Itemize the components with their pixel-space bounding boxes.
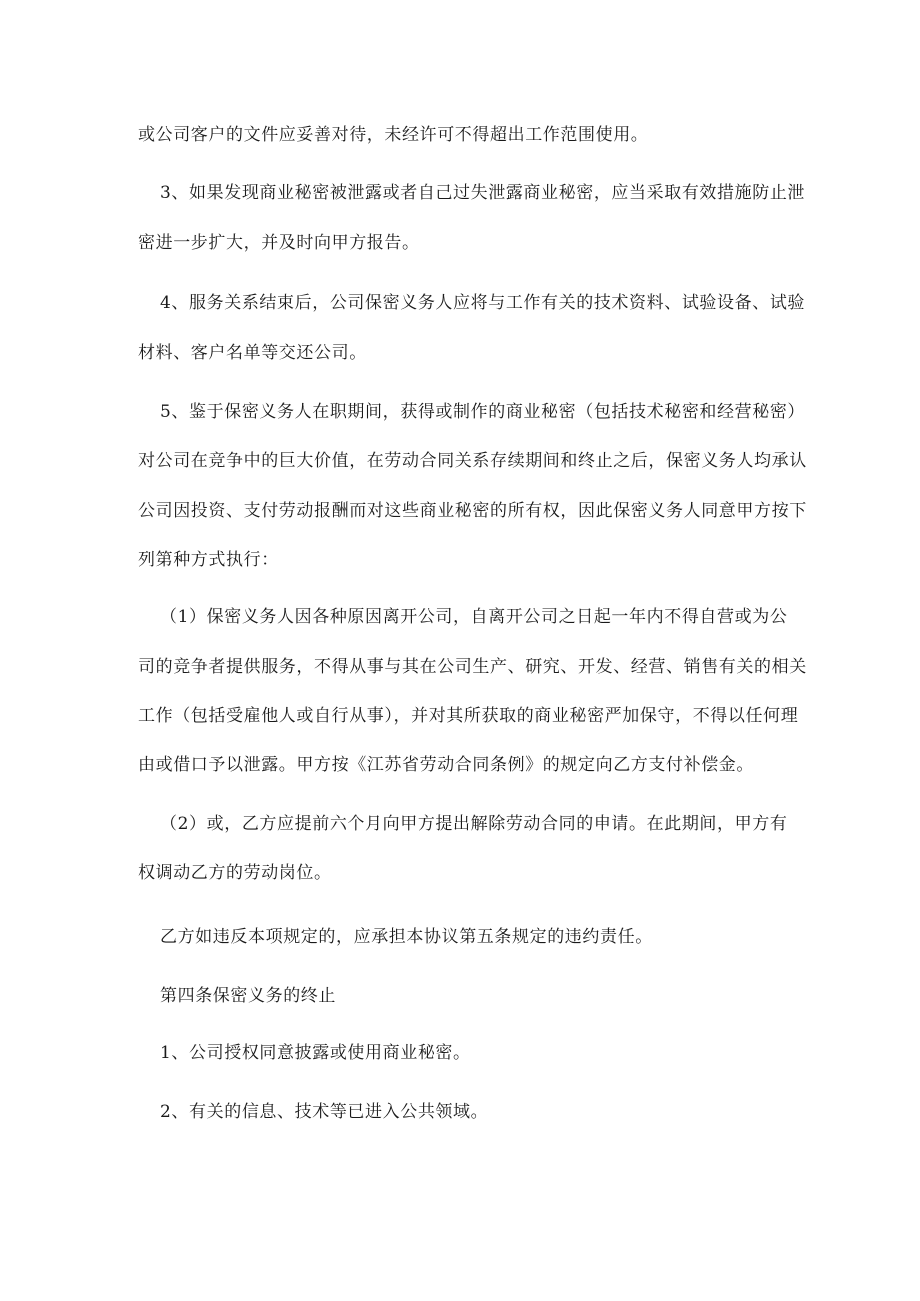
- paragraph-3-line-1: 4、服务关系结束后，公司保密义务人应将与工作有关的技术资料、试验设备、试验: [160, 293, 806, 313]
- paragraph-1-line-1: 或公司客户的文件应妥善对待，未经许可不得超出工作范围使用。: [138, 125, 649, 145]
- paragraph-6-line-2: 权调动乙方的劳动岗位。: [138, 863, 332, 883]
- paragraph-2-line-2: 密进一步扩大，并及时向甲方报告。: [138, 233, 420, 253]
- paragraph-6-line-1: （2）或，乙方应提前六个月向甲方提出解除劳动合同的申请。在此期间，甲方有: [160, 814, 788, 834]
- paragraph-2-line-1: 3、如果发现商业秘密被泄露或者自己过失泄露商业秘密，应当采取有效措施防止泄: [160, 183, 806, 203]
- paragraph-5-line-3: 工作（包括受雇他人或自行从事），并对其所获取的商业秘密严加保守，不得以任何理: [138, 706, 799, 726]
- paragraph-4-line-1: 5、鉴于保密义务人在职期间，获得或制作的商业秘密（包括技术秘密和经营秘密）: [160, 402, 806, 422]
- section-heading: 第四条保密义务的终止: [160, 986, 336, 1006]
- termination-item-2: 2、有关的信息、技术等已进入公共领域。: [160, 1102, 489, 1122]
- termination-item-1: 1、公司授权同意披露或使用商业秘密。: [160, 1043, 471, 1063]
- paragraph-4-line-3: 公司因投资、支付劳动报酬而对这些商业秘密的所有权，因此保密义务人同意甲方按下: [138, 501, 807, 521]
- paragraph-4-line-2: 对公司在竞争中的巨大价值，在劳动合同关系存续期间和终止之后，保密义务人均承认: [138, 451, 807, 471]
- paragraph-5-line-2: 司的竞争者提供服务，不得从事与其在公司生产、研究、开发、经营、销售有关的相关: [138, 657, 807, 677]
- paragraph-5-line-4: 由或借口予以泄露。甲方按《江苏省劳动合同条例》的规定向乙方支付补偿金。: [138, 755, 754, 775]
- paragraph-7-line-1: 乙方如违反本项规定的，应承担本协议第五条规定的违约责任。: [160, 927, 653, 947]
- paragraph-5-line-1: （1）保密义务人因各种原因离开公司，自离开公司之日起一年内不得自营或为公: [160, 607, 788, 627]
- paragraph-4-line-4: 列第种方式执行：: [138, 550, 279, 570]
- paragraph-3-line-2: 材料、客户名单等交还公司。: [138, 343, 367, 363]
